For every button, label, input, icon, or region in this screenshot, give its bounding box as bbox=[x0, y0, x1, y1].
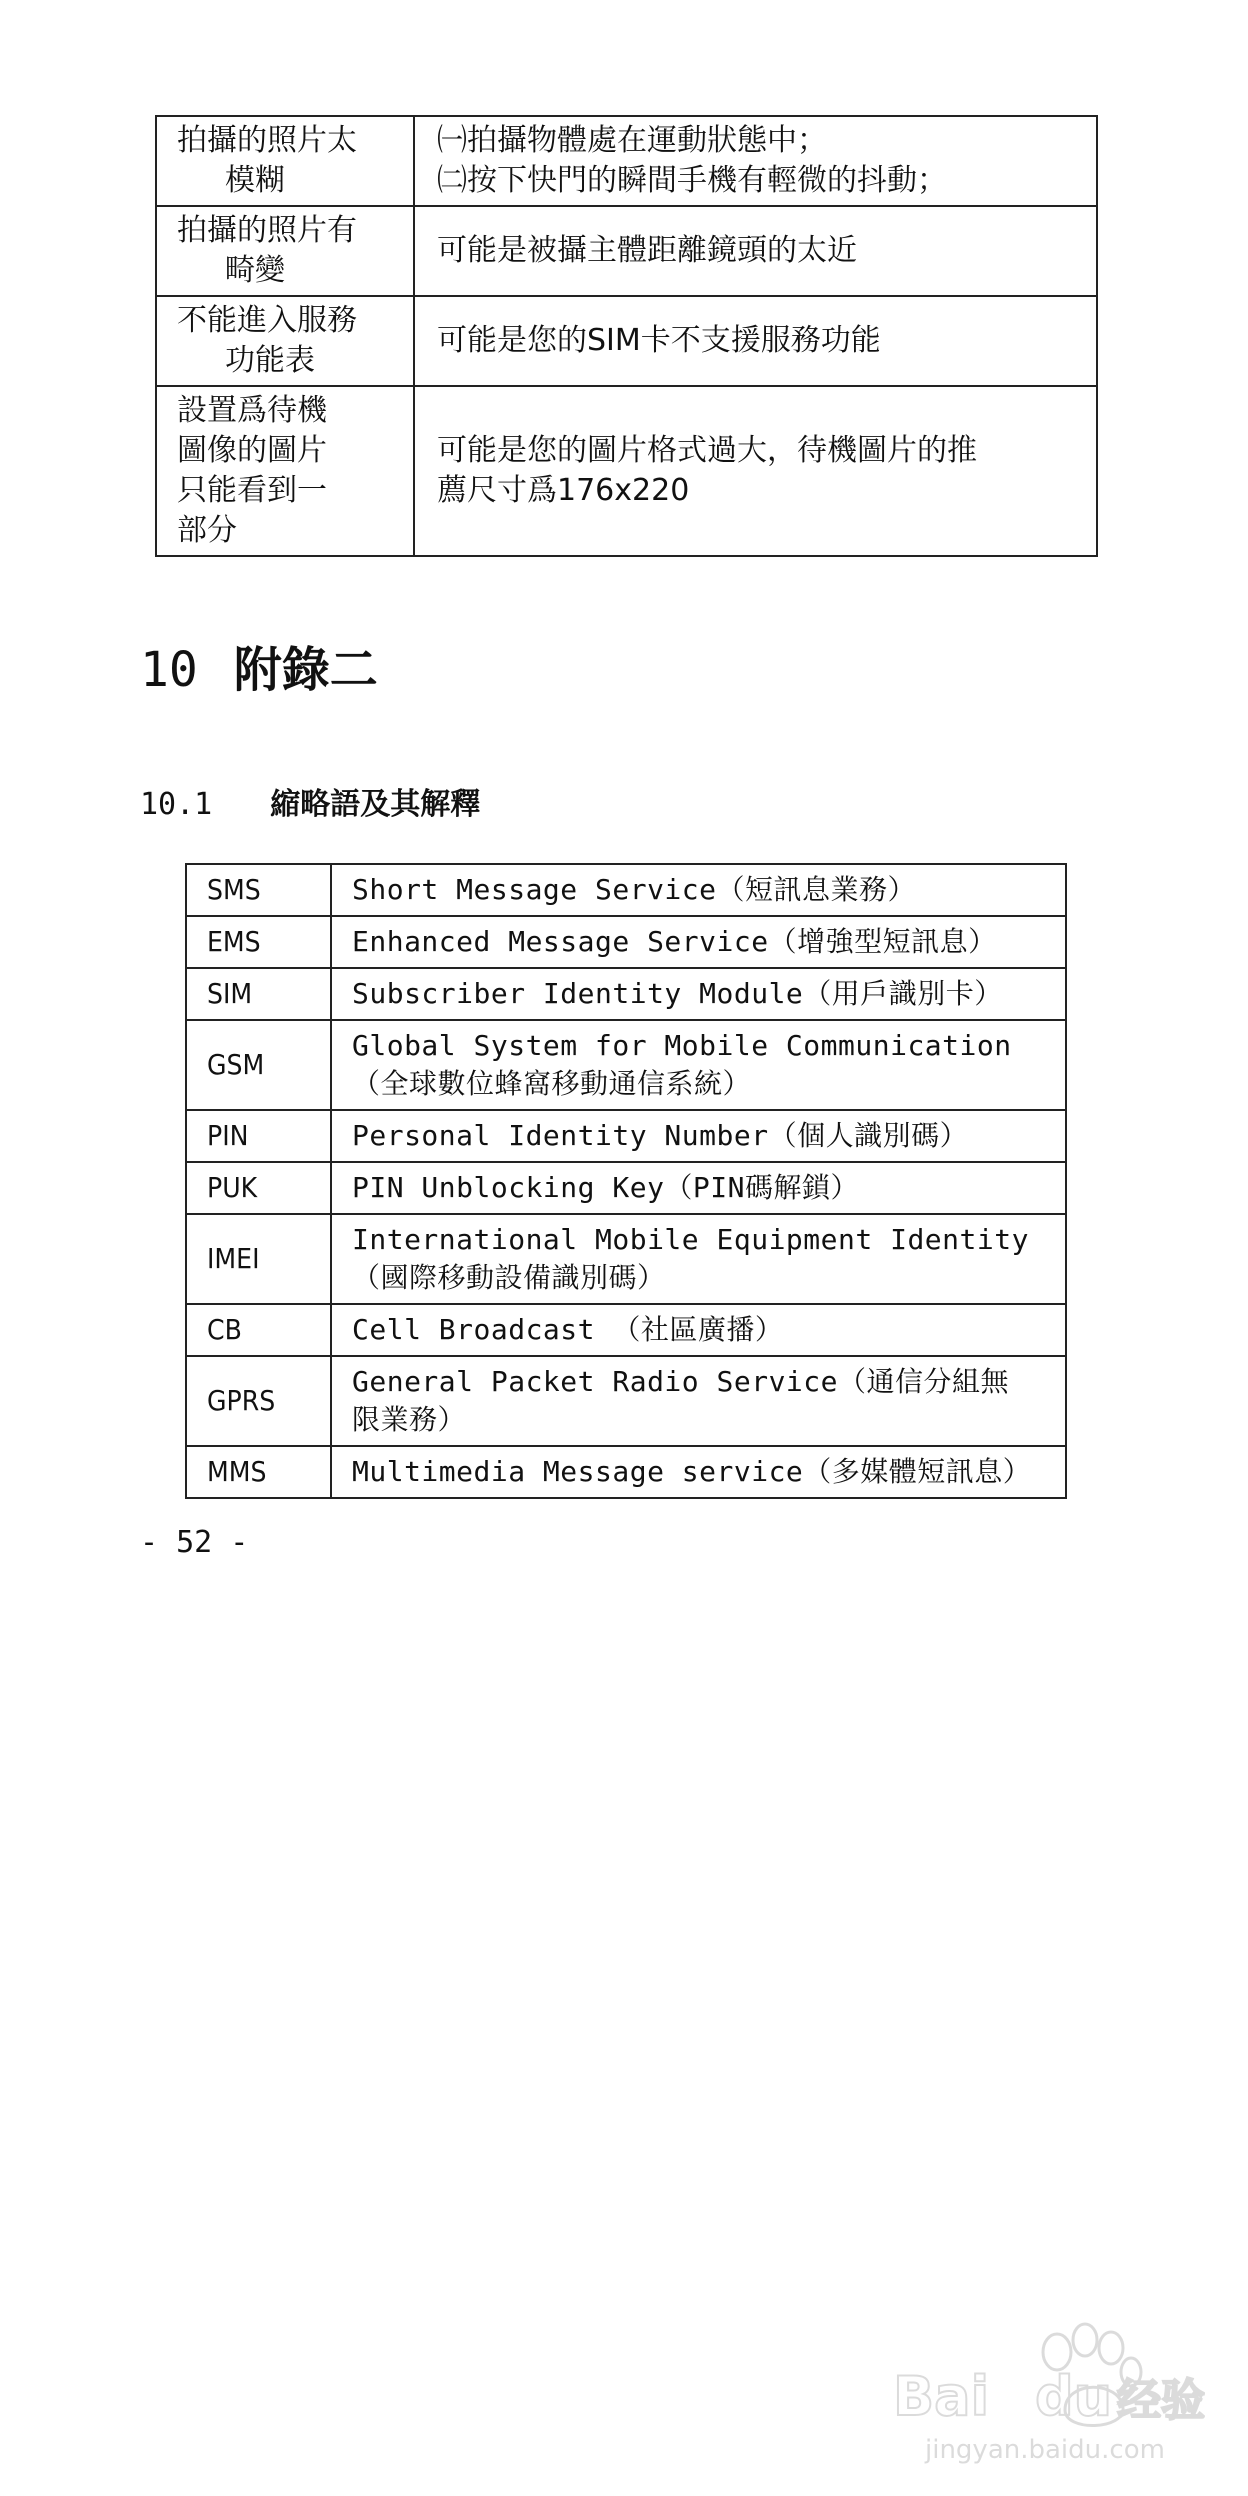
abbreviation-cell: SIM bbox=[186, 968, 331, 1020]
abbreviation-table-body bbox=[186, 864, 1066, 1498]
problem-cell bbox=[156, 116, 414, 206]
solution-text: 可能是您的圖片格式過大，待機圖片的推 bbox=[437, 433, 977, 468]
problem-text: 圖像的圖片 bbox=[177, 433, 327, 468]
section-title: 縮略語及其解釋 bbox=[270, 787, 481, 822]
problem-text: 不能進入服務 bbox=[177, 303, 357, 338]
solution-text: 可能是您的SIM卡不支援服務功能 bbox=[437, 323, 881, 358]
baidu-jingyan-watermark bbox=[885, 2300, 1205, 2470]
problem-text: 拍攝的照片太 bbox=[177, 123, 357, 158]
abbreviation-cell: GPRS bbox=[186, 1356, 331, 1446]
section-number: 10.1 bbox=[140, 787, 213, 822]
table-row bbox=[186, 1214, 1066, 1304]
table-row bbox=[186, 1446, 1066, 1498]
problem-text: 模糊 bbox=[225, 163, 285, 198]
abbreviation-cell: EMS bbox=[186, 916, 331, 968]
problem-cell bbox=[156, 386, 414, 556]
chapter-title: 附錄二 bbox=[233, 642, 378, 698]
abbreviation-cell: PIN bbox=[186, 1110, 331, 1162]
solution-text: 可能是被攝主體距離鏡頭的太近 bbox=[437, 233, 857, 268]
meaning-text: Cell Broadcast （社區廣播） bbox=[352, 1313, 784, 1346]
table-row bbox=[186, 968, 1066, 1020]
table-row bbox=[186, 1020, 1066, 1110]
solution-cell bbox=[414, 206, 1097, 296]
table-row bbox=[186, 1356, 1066, 1446]
chapter-heading bbox=[140, 640, 378, 700]
chapter-number: 10 bbox=[140, 642, 198, 698]
meaning-text: Global System for Mobile Communication bbox=[352, 1029, 1012, 1062]
solution-text: 薦尺寸爲176x220 bbox=[437, 473, 690, 508]
problem-text: 畸變 bbox=[225, 253, 285, 288]
solution-text: ㈠拍攝物體處在運動狀態中； bbox=[437, 123, 827, 158]
meaning-cell bbox=[331, 1020, 1066, 1110]
meaning-cell bbox=[331, 1446, 1066, 1498]
svg-text:经验: 经验 bbox=[1117, 2375, 1205, 2426]
meaning-text: 限業務） bbox=[352, 1403, 467, 1436]
abbreviation-cell: CB bbox=[186, 1304, 331, 1356]
troubleshooting-table-body bbox=[156, 116, 1097, 556]
abbreviation-cell: SMS bbox=[186, 864, 331, 916]
meaning-text: General Packet Radio Service（通信分組無 bbox=[352, 1365, 1010, 1398]
svg-text:du: du bbox=[1035, 2365, 1113, 2428]
meaning-text: （全球數位蜂窩移動通信系統） bbox=[352, 1067, 752, 1100]
meaning-cell bbox=[331, 1214, 1066, 1304]
meaning-text: Enhanced Message Service（增強型短訊息） bbox=[352, 925, 997, 958]
problem-cell bbox=[156, 206, 414, 296]
problem-text: 拍攝的照片有 bbox=[177, 213, 357, 248]
page-number: - 52 - bbox=[140, 1525, 249, 1560]
problem-cell bbox=[156, 296, 414, 386]
meaning-text: Multimedia Message service（多媒體短訊息） bbox=[352, 1455, 1032, 1488]
table-row bbox=[186, 916, 1066, 968]
meaning-cell bbox=[331, 1162, 1066, 1214]
abbreviation-cell: MMS bbox=[186, 1446, 331, 1498]
meaning-cell bbox=[331, 1356, 1066, 1446]
meaning-text: PIN Unblocking Key（PIN碼解鎖） bbox=[352, 1171, 860, 1204]
meaning-cell bbox=[331, 1110, 1066, 1162]
table-row bbox=[156, 116, 1097, 206]
table-row bbox=[156, 386, 1097, 556]
solution-cell bbox=[414, 296, 1097, 386]
abbreviation-cell: GSM bbox=[186, 1020, 331, 1110]
meaning-cell bbox=[331, 864, 1066, 916]
abbreviation-table bbox=[185, 863, 1067, 1499]
meaning-text: Subscriber Identity Module（用戶識別卡） bbox=[352, 977, 1003, 1010]
watermark-brand: Bai bbox=[893, 2365, 990, 2428]
table-row bbox=[186, 1304, 1066, 1356]
problem-text: 設置爲待機 bbox=[177, 393, 327, 428]
meaning-text: Personal Identity Number（個人識別碼） bbox=[352, 1119, 969, 1152]
solution-cell bbox=[414, 386, 1097, 556]
meaning-cell bbox=[331, 916, 1066, 968]
problem-text: 只能看到一 bbox=[177, 473, 327, 508]
table-row bbox=[156, 206, 1097, 296]
meaning-text: Short Message Service（短訊息業務） bbox=[352, 873, 917, 906]
problem-text: 功能表 bbox=[225, 343, 315, 378]
problem-text: 部分 bbox=[177, 513, 237, 548]
meaning-cell bbox=[331, 968, 1066, 1020]
table-row bbox=[156, 296, 1097, 386]
solution-text: ㈡按下快門的瞬間手機有輕微的抖動； bbox=[437, 163, 947, 198]
meaning-text: （國際移動設備識別碼） bbox=[352, 1261, 666, 1294]
meaning-cell bbox=[331, 1304, 1066, 1356]
section-heading bbox=[140, 785, 480, 825]
meaning-text: International Mobile Equipment Identity bbox=[352, 1223, 1029, 1256]
table-row bbox=[186, 1110, 1066, 1162]
troubleshooting-table bbox=[155, 115, 1098, 557]
table-row bbox=[186, 1162, 1066, 1214]
table-row bbox=[186, 864, 1066, 916]
abbreviation-cell: PUK bbox=[186, 1162, 331, 1214]
watermark-url: jingyan.baidu.com bbox=[925, 2435, 1165, 2465]
abbreviation-cell: IMEI bbox=[186, 1214, 331, 1304]
solution-cell bbox=[414, 116, 1097, 206]
